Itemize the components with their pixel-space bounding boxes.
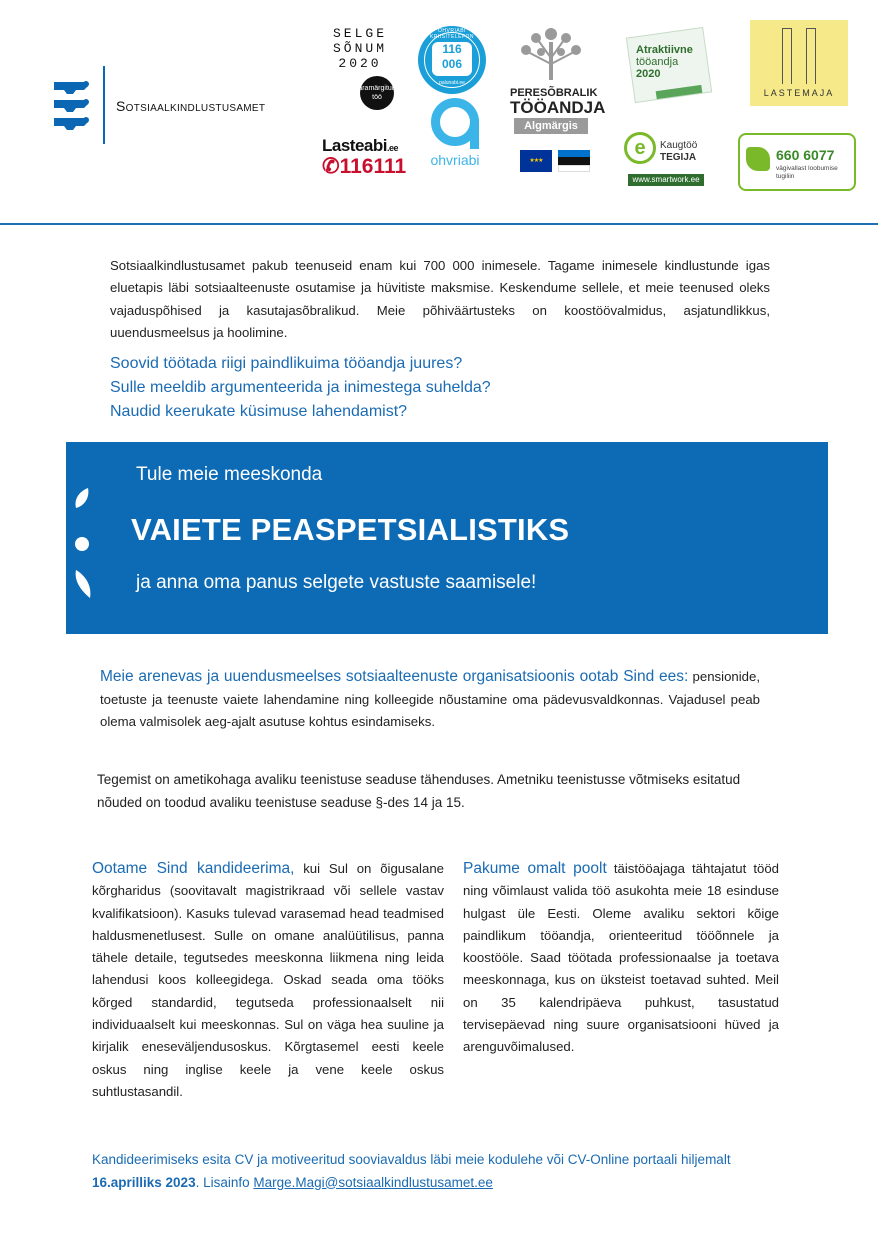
duties-paragraph	[100, 666, 760, 734]
ohvriabi-ring-text: OHVRIABI KRIISITELEFON	[429, 28, 474, 40]
selge-sonum-year: 2020	[338, 56, 382, 71]
eu-flag-logos	[520, 150, 590, 182]
lasteabi-number: 116111	[339, 155, 407, 178]
intro-questions	[110, 352, 770, 424]
selge-sonum-sub: äramärgitud töö	[358, 85, 396, 101]
question-item: Naudid keerukate küsimuse lahendamist?	[110, 403, 408, 420]
selge-sonum-seal	[360, 76, 394, 110]
agency-logo	[50, 76, 92, 134]
decorative-dots-icon	[70, 486, 94, 602]
kaugtoo-badge	[616, 128, 708, 188]
violence-line2: tugiliin	[776, 173, 795, 180]
ohvriabi-label: ohvriabi	[430, 152, 480, 168]
ohvriabi-site: palunabi.ee	[439, 80, 465, 86]
requirements-text: kui Sul on õigusalane kõrgharidus (soovitavalt magistrikraad või sellele vastav kvalifikatsioon). Kasuks tulevad varasemad head teadmised haldusmenetlusest. Sulle on omane analüütilisus, panna tähele detaile, tegutsedes meeskonna liikmena ning leida lahendusi koos kolleegidega. Oskad seada oma tööks kõrged standardid, tegutseda professionaalselt nii individuaalselt kui meeskonnas. Sul on väga hea suuline ja kirjalik eneseväljendusoskus. Kõrgtasemel eesti keele oskus ning inglise keele ja vene keele oskus suhtlustasandil.	[92, 861, 444, 1099]
atraktiivne-line1: Atraktiivne	[636, 44, 693, 56]
peresobralik-badge	[510, 24, 606, 142]
application-deadline: 16.aprilliks 2023	[92, 1174, 196, 1190]
question-item: Sulle meeldib argumenteerida ja inimestega suhelda?	[110, 379, 491, 396]
kaugtoo-site: www.smartwork.ee	[628, 174, 704, 186]
lastemaja-badge	[750, 20, 848, 106]
atraktiivne-year: 2020	[636, 68, 661, 80]
job-banner	[66, 442, 828, 634]
ohvriabi-number-top: 116	[442, 42, 462, 56]
offer-lead: Pakume omalt poolt	[463, 860, 607, 877]
kaugtoo-line2: TEGIJA	[660, 152, 697, 163]
requirements-column	[92, 858, 444, 1103]
banner-intro: Tule meie meeskonda	[136, 464, 323, 485]
atraktiivne-badge	[626, 30, 712, 104]
peresobralik-line2: TÖÖANDJA	[510, 98, 606, 117]
kaugtoo-line1: Kaugtöö	[660, 140, 698, 151]
duties-lead: Meie arenevas ja uuendusmeelses sotsiaalteenuste organisatsioonis ootab Sind ees:	[100, 668, 689, 685]
offer-text: täistööajaga tähtajatut tööd ning võimlaust valida töö asukohta meie 18 esinduse hulgast üle Eesti. Oleme avaliku sektori kõige paindlikum tööandja, orienteeritud tööõnnele ja koostööle. Saad töötada professionaalse ja toetava meeskonnaga, kus on üksteist toetavad suhted. Meil on 35 kalendripäeva puhkust, tasustatud tervisepäevad ning suure organisatsiooni hüved ja arenguvõimalused.	[463, 861, 779, 1055]
eu-flag-icon: ★★★	[520, 150, 552, 172]
selge-sonum-line2: SÕNUM	[332, 41, 387, 56]
peresobralik-line1: PERESÕBRALIK	[510, 87, 598, 99]
violence-number: 660 6077	[776, 147, 835, 163]
duties-text: pensionide, toetuste ja teenuste vaiete lahendamine ning kolleegide nõustamine oma pädevusvaldkonnas. Vajadusel peab olema valmisolek aeg-ajalt asutuse kohtus esindamiseks.	[100, 669, 760, 729]
requirements-lead: Ootame Sind kandideerima,	[92, 860, 295, 877]
ohvriabi-number-bottom: 006	[441, 57, 463, 71]
ohvriabi-logo	[424, 98, 486, 174]
lasteabi-ee: .ee	[386, 143, 398, 153]
civil-service-note: Tegemist on ametikohaga avaliku teenistuse seaduse tähenduses. Ametniku teenistusse võtmiseks esitatud nõuded on toodud avaliku teenistuse seaduse §-des 14 ja 15.	[97, 772, 741, 810]
banner-tagline: ja anna oma panus selgete vastuste saamisele!	[136, 572, 537, 593]
selge-sonum-line1: SELGE	[332, 26, 387, 41]
question-item: Soovid töötada riigi paindlikuima tööandja juures?	[110, 355, 463, 372]
family-tree-icon	[516, 24, 586, 82]
header-rule	[0, 223, 878, 225]
ohvriabi-crisis-badge	[418, 26, 486, 94]
logo-divider	[103, 66, 105, 144]
phone-icon: ✆	[322, 155, 340, 178]
violence-line1: vägivallast loobumise	[776, 165, 838, 172]
kaugtoo-e-icon: e	[624, 132, 656, 164]
atraktiivne-line2: tööandja	[636, 56, 679, 68]
lastemaja-label: LASTEMAJA	[763, 88, 835, 98]
contact-email-link[interactable]: Marge.Magi@sotsiaalkindlustusamet.ee	[253, 1174, 493, 1190]
application-info	[92, 1149, 792, 1194]
intro-paragraph: Sotsiaalkindlustusamet pakub teenuseid enam kui 700 000 inimesele. Tagame inimesele kindlustunde igas eluetapis läbi sotsiaalteenuste osutamise ja hüvitiste maksmise. Keskendume sellele, et meie teenused oleks vajaduspõhised ja kasutajasõbralikud. Meie põhiväärtusteks on koostöövalmidus, asjatundlikkus, uuendusmeelsus ja hoolimine.	[110, 258, 770, 340]
coat-of-arms-icon	[50, 76, 92, 134]
estonian-flag-icon	[558, 150, 590, 172]
lasteabi-logo	[322, 136, 407, 184]
contact-text: . Lisainfo	[195, 1174, 254, 1190]
agency-name: Sotsiaalkindlustusamet	[116, 98, 266, 114]
banner-title: VAIETE PEASPETSIALISTIKS	[131, 512, 570, 547]
hands-icon	[746, 147, 770, 171]
lasteabi-brand: Lasteabi	[322, 136, 387, 155]
offer-column	[463, 858, 779, 1059]
ohvriabi-a-icon	[431, 98, 479, 146]
selge-sonum-badge	[322, 26, 398, 116]
application-text: Kandideerimiseks esita CV ja motiveeritud sooviavaldus läbi meie kodulehe või CV-Online portaali hiljemalt	[92, 1152, 731, 1167]
peresobralik-line3: Algmärgis	[514, 118, 588, 134]
violence-helpline-badge	[738, 133, 856, 191]
